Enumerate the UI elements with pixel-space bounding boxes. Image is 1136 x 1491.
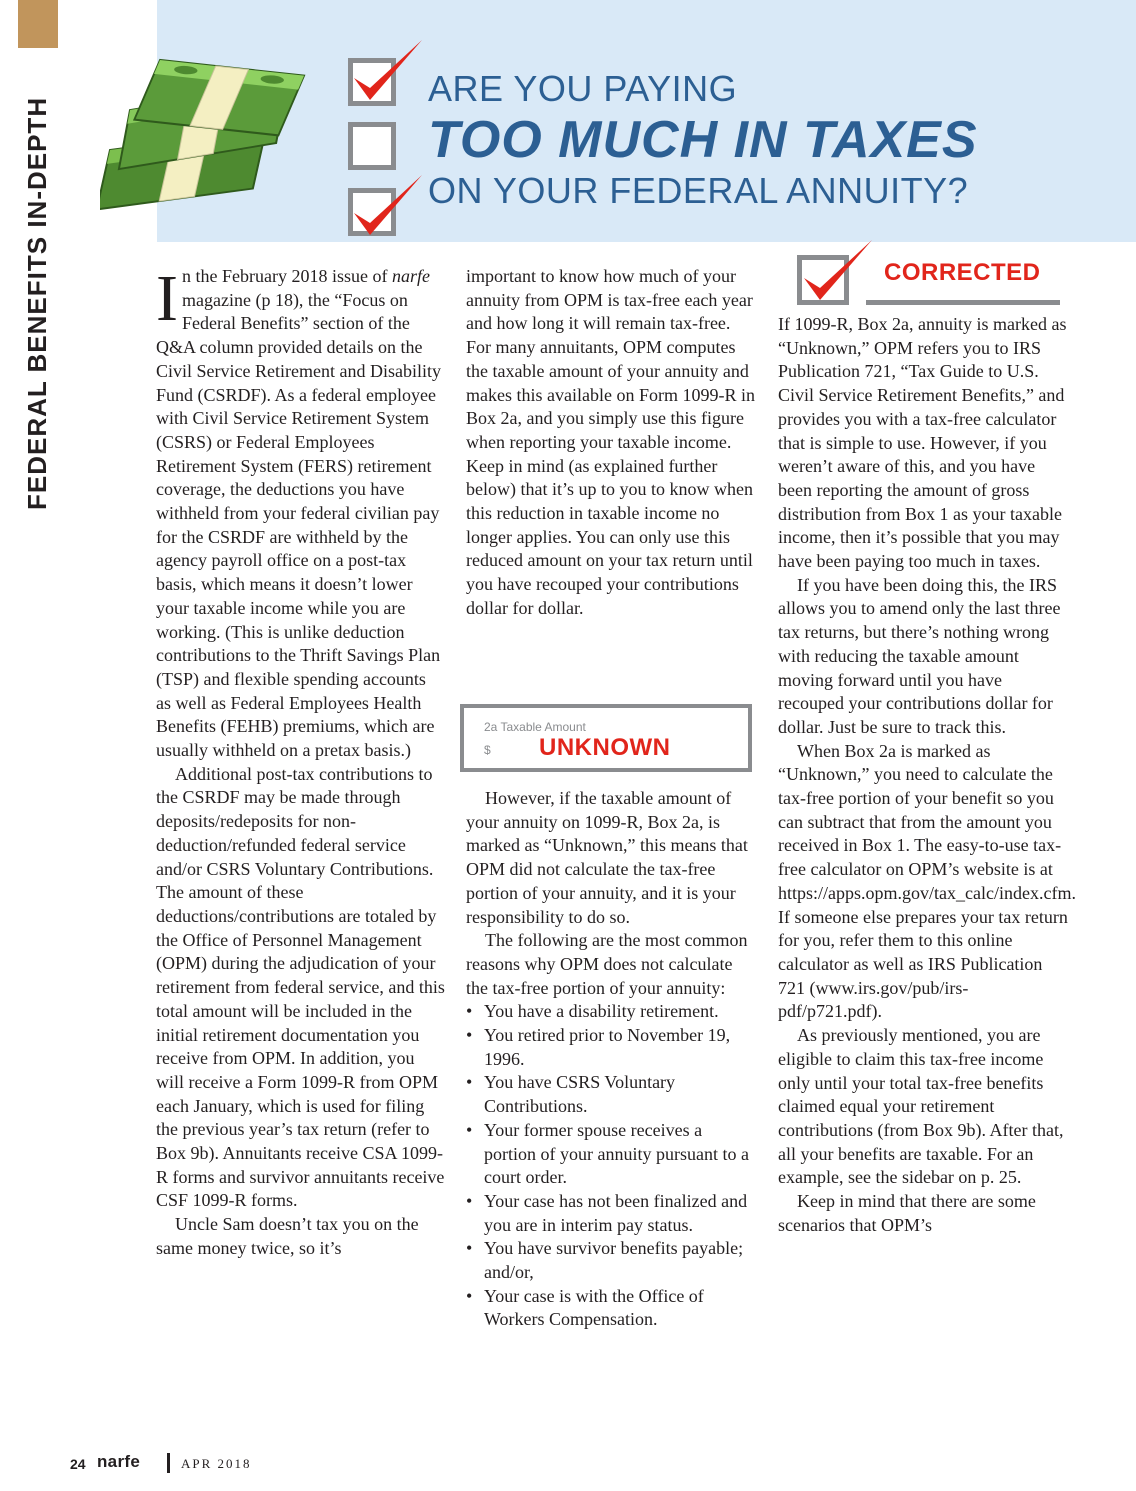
corrected-label: CORRECTED [884, 259, 1041, 286]
issue-date: APR 2018 [181, 1456, 252, 1471]
section-label: FEDERAL BENEFITS IN-DEPTH [21, 96, 52, 510]
checkmark-icon [340, 165, 430, 245]
checkmark-icon [790, 230, 880, 310]
paragraph-text: magazine (p 18), the “Focus on Federal Benefits” section of the Q&A column provided details on the Civil Service Retirement and Disability Fund (CSRDF). As a federal employee with Civil Service Retirement System (CSRS) or Federal Employees Retirement System (FERS) retirement coverage, the deductions you have withheld from your federal civilian pay for the CSRDF are withheld by the agency payroll office on a post-tax basis, which means it doesn’t lower your taxable income while you are working. (This is unlike deduction contributions to the Thrift Savings Plan (TSP) and flexible spending accounts as well as Federal Employees Health Benefits (FEHB) premiums, which are usually withheld on a pretax basis.) [156, 289, 441, 761]
magazine-name: narfe [391, 266, 430, 286]
drop-cap: I [156, 262, 178, 335]
headline-line-1: ARE YOU PAYING [428, 68, 738, 109]
paragraph: important to know how much of your annuity from OPM is tax-free each year and how long it will remain tax-free. For many annuitants, OPM computes the taxable amount of your annuity and makes this available on Form 1099-R in Box 2a, and you simply use this figure when reporting your taxable income. Keep in mind (as explained further below) that it’s up to you to know when this reduction in taxable income no longer applies. You can only use this reduced amount on your tax return until you have recouped your contributions dollar for dollar. [466, 266, 755, 618]
headline-line-3: ON YOUR FEDERAL ANNUITY? [428, 170, 969, 211]
article-column-1 [156, 262, 445, 1261]
form-box-2a [460, 704, 752, 772]
page-number: 24 [70, 1456, 86, 1472]
checkbox-empty-icon [348, 122, 396, 170]
list-item: • You have a disability retirement. [466, 1000, 756, 1024]
list-item: • You have CSRS Voluntary Contributions. [466, 1071, 756, 1118]
list-item: • Your former spouse receives a portion of your annuity pursuant to a court order. [466, 1119, 756, 1190]
article-column-3 [778, 313, 1076, 1237]
paragraph: Keep in mind that there are some scenarios that OPM’s [778, 1191, 1036, 1235]
form-dollar-sign: $ [484, 743, 491, 757]
list-item: • You have survivor benefits payable; and/or, [466, 1237, 756, 1284]
footer-divider [167, 1453, 170, 1473]
paragraph: Additional post-tax contributions to the CSRDF may be made through deposits/redeposits for non-deduction/refunded federal service and/or CSRS Voluntary Contributions. The amount of these deductions/contributions are totaled by the Office of Personnel Management (OPM) during the adjudication of your retirement from federal service, and this total amount will be included in the initial retirement documentation you receive from OPM. In addition, you will receive a Form 1099-R from OPM each January, which is used for filing the previous year’s tax return (refer to Box 9b). Annuitants receive CSA 1099-R forms and survivor annuitants receive CSF 1099-R forms. [156, 763, 445, 1211]
corrected-underline [866, 300, 1060, 305]
form-value-unknown: UNKNOWN [539, 734, 671, 761]
paragraph: When Box 2a is marked as “Unknown,” you need to calculate the tax-free portion of your benefit so you can subtract that from the amount you received in Box 1. The easy-to-use tax-free calculator on OPM’s website is at https://apps.opm.gov/tax_calc/index.cfm. If someone else prepares your tax return for you, refer them to this online calculator as well as IRS Publication 721 (www.irs.gov/pub/irs-pdf/p721.pdf). [778, 740, 1076, 1022]
article-column-2-lower [466, 787, 756, 1332]
brand-logo: narfe [97, 1452, 141, 1471]
form-label: 2a Taxable Amount [484, 720, 586, 734]
headline-line-2: TOO MUCH IN TAXES [428, 111, 978, 169]
article-column-2 [466, 265, 756, 621]
paragraph: The following are the most common reasons why OPM does not calculate the tax-free portion of your annuity: [466, 930, 748, 998]
reasons-list [466, 1000, 756, 1332]
paragraph-text: n the February 2018 issue of [181, 266, 392, 286]
paragraph: If 1099-R, Box 2a, annuity is marked as “Unknown,” OPM refers you to IRS Publication 721, “Tax Guide to U.S. Civil Service Retirement Benefits,” and provides you with a tax-free calculator that is simple to use. However, if you weren’t aware of this, and you have been reporting the amount of gross distribution from Box 1 as your taxable income, then it’s possible that you may have been paying too much in taxes. [778, 314, 1067, 572]
list-item: • You retired prior to November 19, 1996. [466, 1024, 756, 1071]
paragraph: If you have been doing this, the IRS allows you to amend only the last three tax returns, but there’s nothing wrong with reducing the taxable amount moving forward until you have recouped your contributions dollar for dollar. Just be sure to track this. [778, 574, 1061, 737]
paragraph: As previously mentioned, you are eligible to claim this tax-free income only until your total tax-free benefits claimed equal your retirement contributions (from Box 9b). After that, all your benefits are taxable. For an example, see the sidebar on p. 25. [778, 1025, 1064, 1188]
paragraph: Uncle Sam doesn’t tax you on the same money twice, so it’s [156, 1214, 419, 1258]
list-item: • Your case has not been finalized and you are in interim pay status. [466, 1190, 756, 1237]
list-item: • Your case is with the Office of Workers Compensation. [466, 1285, 756, 1332]
checkmark-icon [340, 30, 430, 110]
paragraph [156, 262, 445, 763]
paragraph: However, if the taxable amount of your annuity on 1099-R, Box 2a, is marked as “Unknown,” this means that OPM did not calculate the tax-free portion of your annuity, and it is your responsibility to do so. [466, 788, 748, 927]
money-stack-icon [100, 40, 340, 230]
